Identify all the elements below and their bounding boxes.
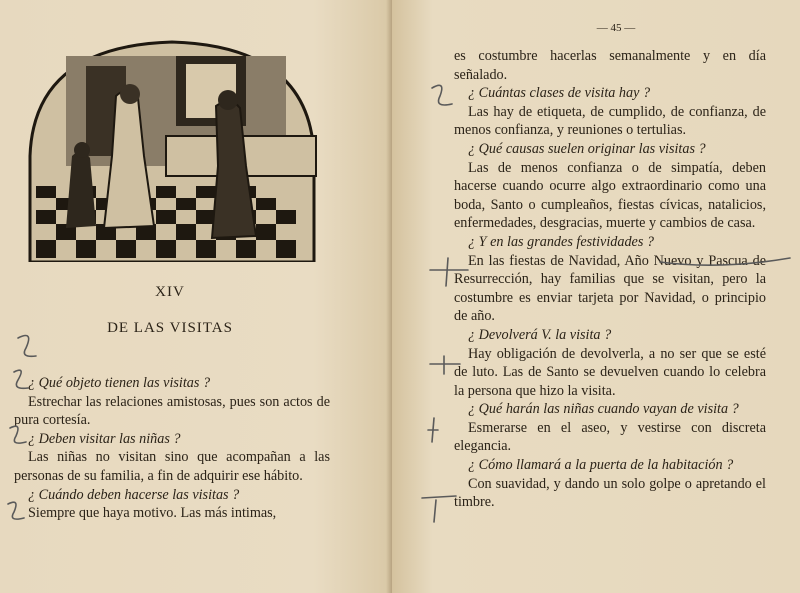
answer-paragraph: Esmerarse en el aseo, y vestirse con discreta elegancia. (454, 419, 766, 455)
continued-paragraph: es costumbre hacerlas semanalmente y en día señalado. (454, 48, 766, 83)
question-line: ¿ Deben visitar las niñas ? (28, 430, 181, 447)
question-line: ¿ Cómo llamará a la puerta de la habitación ? (468, 457, 734, 474)
answer-paragraph: Las niñas no visitan sino que acompañan a las personas de su familia, a fin de adquirir ese hábito. (14, 449, 330, 484)
answer-paragraph: Con suavidad, y dando un solo golpe o apretando el timbre. (454, 475, 766, 511)
page-number: — 45 — (596, 22, 636, 34)
question-line: ¿ Qué causas suelen originar las visitas ? (468, 140, 706, 157)
chapter-number: XIV (155, 284, 185, 300)
question-line: ¿ Cuándo deben hacerse las visitas ? (28, 486, 240, 503)
answer-paragraph: Las hay de etiqueta, de cumplido, de confianza, de menos confianza, y reuniones o tertulias. (454, 103, 766, 139)
left-page-text (14, 374, 330, 523)
right-page-text (454, 47, 766, 512)
question-line: ¿ Devolverá V. la visita ? (468, 326, 612, 343)
question-line: ¿ Qué harán las niñas cuando vayan de visita ? (468, 401, 739, 418)
answer-paragraph: Estrechar las relaciones amistosas, pues son actos de pura cortesía. (14, 393, 330, 429)
answer-paragraph: Hay obligación de devolverla, a no ser que se esté de luto. Las de Santo se devuelven cuando lo celebra la persona que hizo la visita. (454, 345, 766, 399)
answer-paragraph: En las fiestas de Navidad, Año Nuevo y Pascua de Resurrección, hay familias que se visitan, pero la costumbre es enviar tarjeta por Navidad, o principio de año. (454, 252, 766, 325)
engraving-illustration (26, 36, 318, 262)
chapter-title: DE LAS VISITAS (107, 320, 233, 336)
answer-paragraph: Siempre que haya motivo. Las más intimas, (28, 505, 277, 522)
question-line: ¿ Y en las grandes festividades ? (468, 233, 655, 250)
answer-paragraph: Las de menos confianza o de simpatía, deben hacerse cuando ocurre algo extraordinario como una boda, Santo o cumpleaños, fiestas cívicas, natalicios, enfermedades, desgracias, muerte y cambios de casa. (454, 159, 766, 232)
question-line: ¿ Cuántas clases de visita hay ? (468, 85, 651, 102)
question-line: ¿ Qué objeto tienen las visitas ? (28, 375, 211, 391)
left-page (0, 0, 392, 593)
